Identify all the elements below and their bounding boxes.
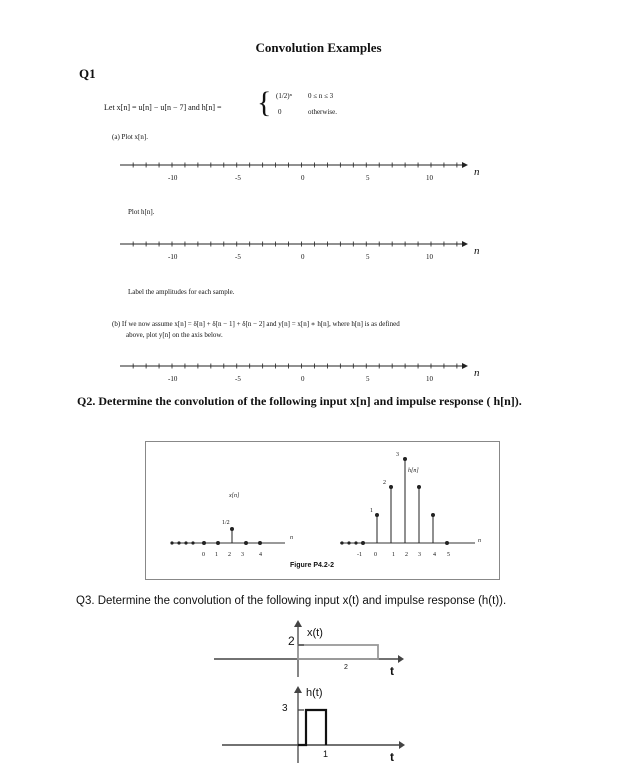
ht-pulse	[298, 710, 326, 745]
q2-x-amp-label: 1/2	[222, 520, 230, 526]
q2-x-tick-1: 1	[215, 552, 218, 558]
plot-h-label: Plot h[n].	[128, 208, 155, 216]
xt-amp-label: 2	[288, 634, 295, 648]
case1-expression: (1/2)ⁿ	[276, 92, 292, 100]
axis2-tick-neg10: -10	[168, 253, 178, 261]
axis2-n-label: n	[474, 245, 480, 257]
axis1-tick-neg5: -5	[235, 174, 241, 182]
axis2-tick-neg5: -5	[235, 253, 241, 261]
axis1-n-label: n	[474, 166, 480, 178]
xt-axis-arrow	[398, 655, 404, 663]
xt-tick-2: 2	[344, 664, 348, 671]
axis1-tick-neg10: -10	[168, 174, 178, 182]
axis2-tick-0: 0	[301, 253, 305, 261]
q2-h-amp-3: 3	[396, 452, 399, 458]
q1-heading: Q1	[79, 66, 96, 81]
q1-statement: Let x[n] = u[n] − u[n − 7] and h[n] =	[104, 103, 222, 112]
label-note: Label the amplitudes for each sample.	[128, 288, 235, 296]
xt-label: x(t)	[307, 627, 323, 639]
q2-x-tick-4: 4	[259, 552, 262, 558]
cases-brace: {	[257, 86, 272, 119]
q2-h-label: h[n]	[408, 468, 419, 474]
q2-h-n-label: n	[478, 538, 481, 544]
q2-x-tick-0: 0	[202, 552, 205, 558]
ht-label: h(t)	[306, 687, 323, 699]
q2-h-tick-neg1: -1	[357, 552, 362, 558]
xt-t-label: t	[390, 664, 394, 678]
ht-tick-1: 1	[323, 749, 329, 759]
axis3-tick-10: 10	[426, 375, 433, 383]
xt-pulse	[298, 645, 378, 659]
axis2-tick-10: 10	[426, 253, 433, 261]
q2-x-tick-3: 3	[241, 552, 244, 558]
q3-heading: Q3. Determine the convolution of the following input x(t) and impulse response (h(t)).	[76, 595, 507, 607]
case2-condition: otherwise.	[308, 108, 337, 116]
axis3-n-label: n	[474, 367, 480, 379]
ht-amp-label: 3	[282, 703, 288, 714]
q2-h-tick-1: 1	[392, 552, 395, 558]
q2-h-amp-1: 1	[370, 508, 373, 514]
axis2-tick-5: 5	[366, 253, 370, 261]
q2-x-tick-2: 2	[228, 552, 231, 558]
q2-h-amp-2: 2	[383, 480, 386, 486]
axis3-tick-neg10: -10	[168, 375, 178, 383]
part-a-label: (a) Plot x[n].	[112, 133, 148, 141]
ht-axis-arrow	[399, 741, 405, 749]
q2-heading: Q2. Determine the convolution of the following input x[n] and impulse response ( h[n]).	[77, 394, 522, 408]
part-b-line1: (b) If we now assume x[n] = δ[n] + δ[n − 1] + δ[n − 2] and y[n] = x[n] ∗ h[n], where h[n] is as defined	[112, 320, 400, 328]
page-title: Convolution Examples	[255, 40, 382, 55]
q2-h-tick-4: 4	[433, 552, 436, 558]
q2-h-tick-5: 5	[447, 552, 450, 558]
q2-h-tick-3: 3	[418, 552, 421, 558]
axis1-tick-5: 5	[366, 174, 370, 182]
q2-h-tick-2: 2	[405, 552, 408, 558]
figure-caption: Figure P4.2-2	[290, 562, 334, 569]
part-b-line2: above, plot y[n] on the axis below.	[126, 331, 223, 339]
q2-x-label: x[n]	[229, 493, 240, 499]
case1-condition: 0 ≤ n ≤ 3	[308, 92, 334, 100]
case2-expression: 0	[278, 108, 282, 116]
axis1-tick-0: 0	[301, 174, 305, 182]
axis1-tick-10: 10	[426, 174, 433, 182]
ht-t-label: t	[390, 750, 394, 764]
axis3-tick-5: 5	[366, 375, 370, 383]
q2-h-tick-0: 0	[374, 552, 377, 558]
axis3-tick-neg5: -5	[235, 375, 241, 383]
ht-amp-arrow	[294, 686, 302, 693]
q2-x-n-label: n	[290, 535, 293, 541]
axis3-tick-0: 0	[301, 375, 305, 383]
xt-amp-arrow	[294, 620, 302, 627]
